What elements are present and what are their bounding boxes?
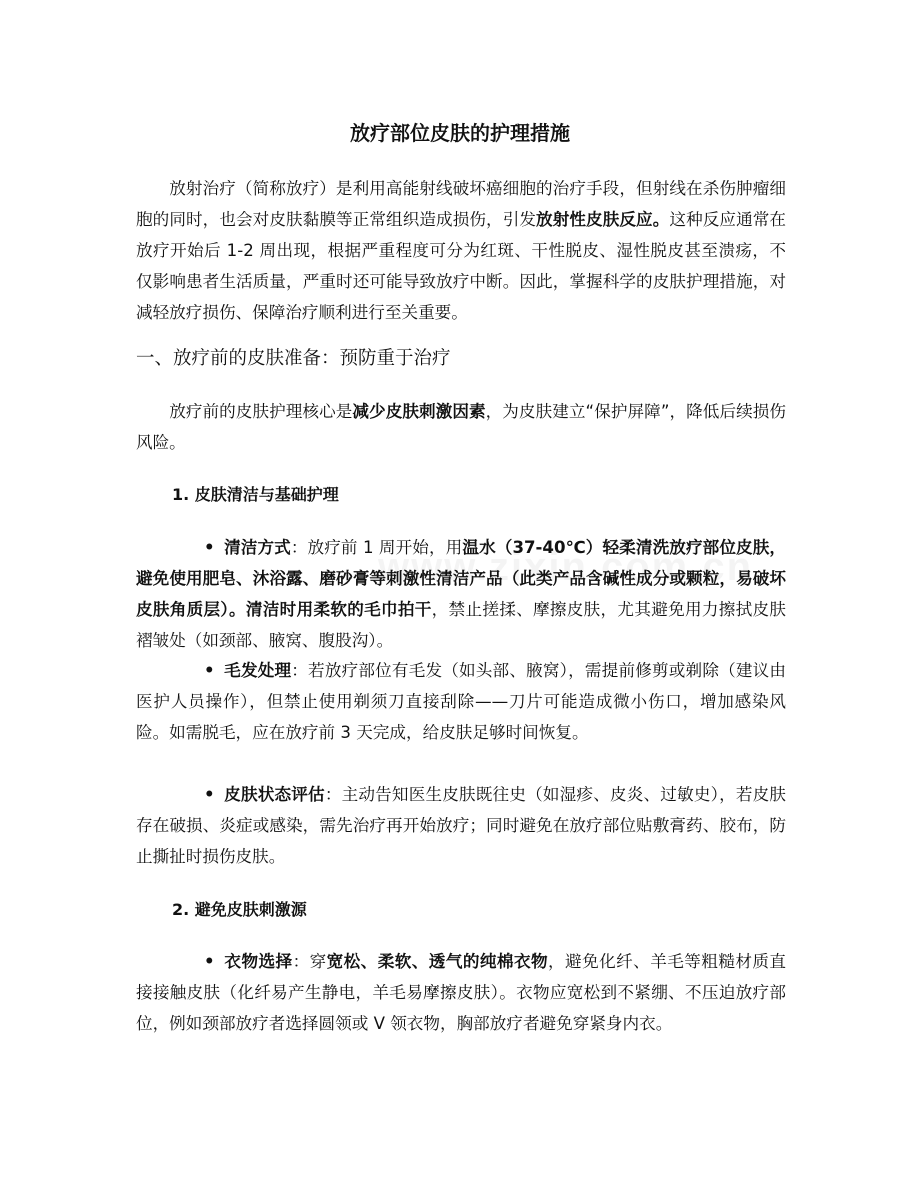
bullet-dot-icon: •: [204, 952, 215, 971]
bullet-dot-icon: •: [204, 538, 215, 557]
text-run: ，为皮肤建立“保护屏障”，降低后续损伤风险。: [136, 402, 786, 452]
bullet-item: [136, 655, 786, 748]
bold-text-run: 毛发处理: [224, 661, 292, 680]
text-run: 放射治疗（简称放疗）是利用高能射线破坏癌细胞的治疗手段，但射线在杀伤肿瘤细胞的同时，也会对皮肤黏膜等正常组织造成损伤，引发: [136, 179, 786, 229]
section-1-intro-paragraph: [136, 396, 786, 458]
text-run: 这种反应通常在放疗开始后 1-2 周出现，根据严重程度可分为红斑、干性脱皮、湿性脱皮甚至溃疡，不仅影响患者生活质量，严重时还可能导致放疗中断。因此，掌握科学的皮肤护理措施，对减轻放疗损伤、保障治疗顺利进行至关重要。: [136, 210, 787, 322]
bold-text-run: 温水（37-40℃）轻柔清洗放疗部位皮肤，避免使用肥皂、沐浴露、磨砂膏等刺激性清洁产品（此类产品含碱性成分或颗粒，易破坏皮肤角质层）。清洁时用柔软的毛巾拍干: [136, 538, 786, 619]
text-run: ，避免化纤、羊毛等粗糙材质直接接触皮肤（化纤易产生静电，羊毛易摩擦皮肤）。衣物应宽松到不紧绷、不压迫放疗部位，例如颈部放疗者选择圆领或 V 领衣物，胸部放疗者避免穿紧身内衣。: [136, 952, 787, 1033]
bullet-text: [136, 952, 786, 1033]
bullet-dot-icon: •: [204, 661, 215, 680]
text-run: ：主动告知医生皮肤既往史（如湿疹、皮炎、过敏史），若皮肤存在破损、炎症或感染，需先治疗再开始放疗；同时避免在放疗部位贴敷膏药、胶布，防止撕扯时损伤皮肤。: [136, 785, 787, 866]
bold-text-run: 皮肤状态评估: [224, 785, 325, 804]
bullet-item: [136, 946, 786, 1039]
bullet-item: [136, 779, 786, 872]
subsection-1-heading: 1. 皮肤清洁与基础护理: [172, 485, 339, 504]
text-run: 放疗前的皮肤护理核心是: [169, 402, 353, 421]
bold-text-run: 宽松、柔软、透气的纯棉衣物: [326, 952, 549, 971]
subsection-2-heading: 2. 避免皮肤刺激源: [172, 900, 307, 919]
bold-text-run: 清洁方式: [224, 538, 291, 557]
text-run: ：穿: [292, 952, 327, 971]
bold-text-run: 放射性皮肤反应。: [536, 210, 670, 229]
bullet-text: [136, 661, 786, 742]
bullet-text: [136, 785, 786, 866]
text-run: ：若放疗部位有毛发（如头部、腋窝），需提前修剪或剃除（建议由医护人员操作），但禁止使用剃须刀直接刮除——刀片可能造成微小伤口，增加感染风险。如需脱毛，应在放疗前 3 天完成，给皮肤足够时间恢复。: [136, 661, 787, 742]
text-run: ，禁止搓揉、摩擦皮肤，尤其避免用力擦拭皮肤褶皱处（如颈部、腋窝、腹股沟）。: [136, 600, 787, 650]
bullet-text: [136, 538, 786, 650]
text-run: ：放疗前 1 周开始，用: [290, 538, 463, 557]
bullet-dot-icon: •: [204, 785, 215, 804]
bullet-item: [136, 532, 786, 656]
section-1-heading: 一、放疗前的皮肤准备：预防重于治疗: [136, 348, 451, 369]
intro-paragraph: [136, 173, 786, 328]
document-title: 放疗部位皮肤的护理措施: [350, 121, 570, 145]
bold-text-run: 减少皮肤刺激因素: [352, 402, 486, 421]
bold-text-run: 衣物选择: [224, 952, 293, 971]
